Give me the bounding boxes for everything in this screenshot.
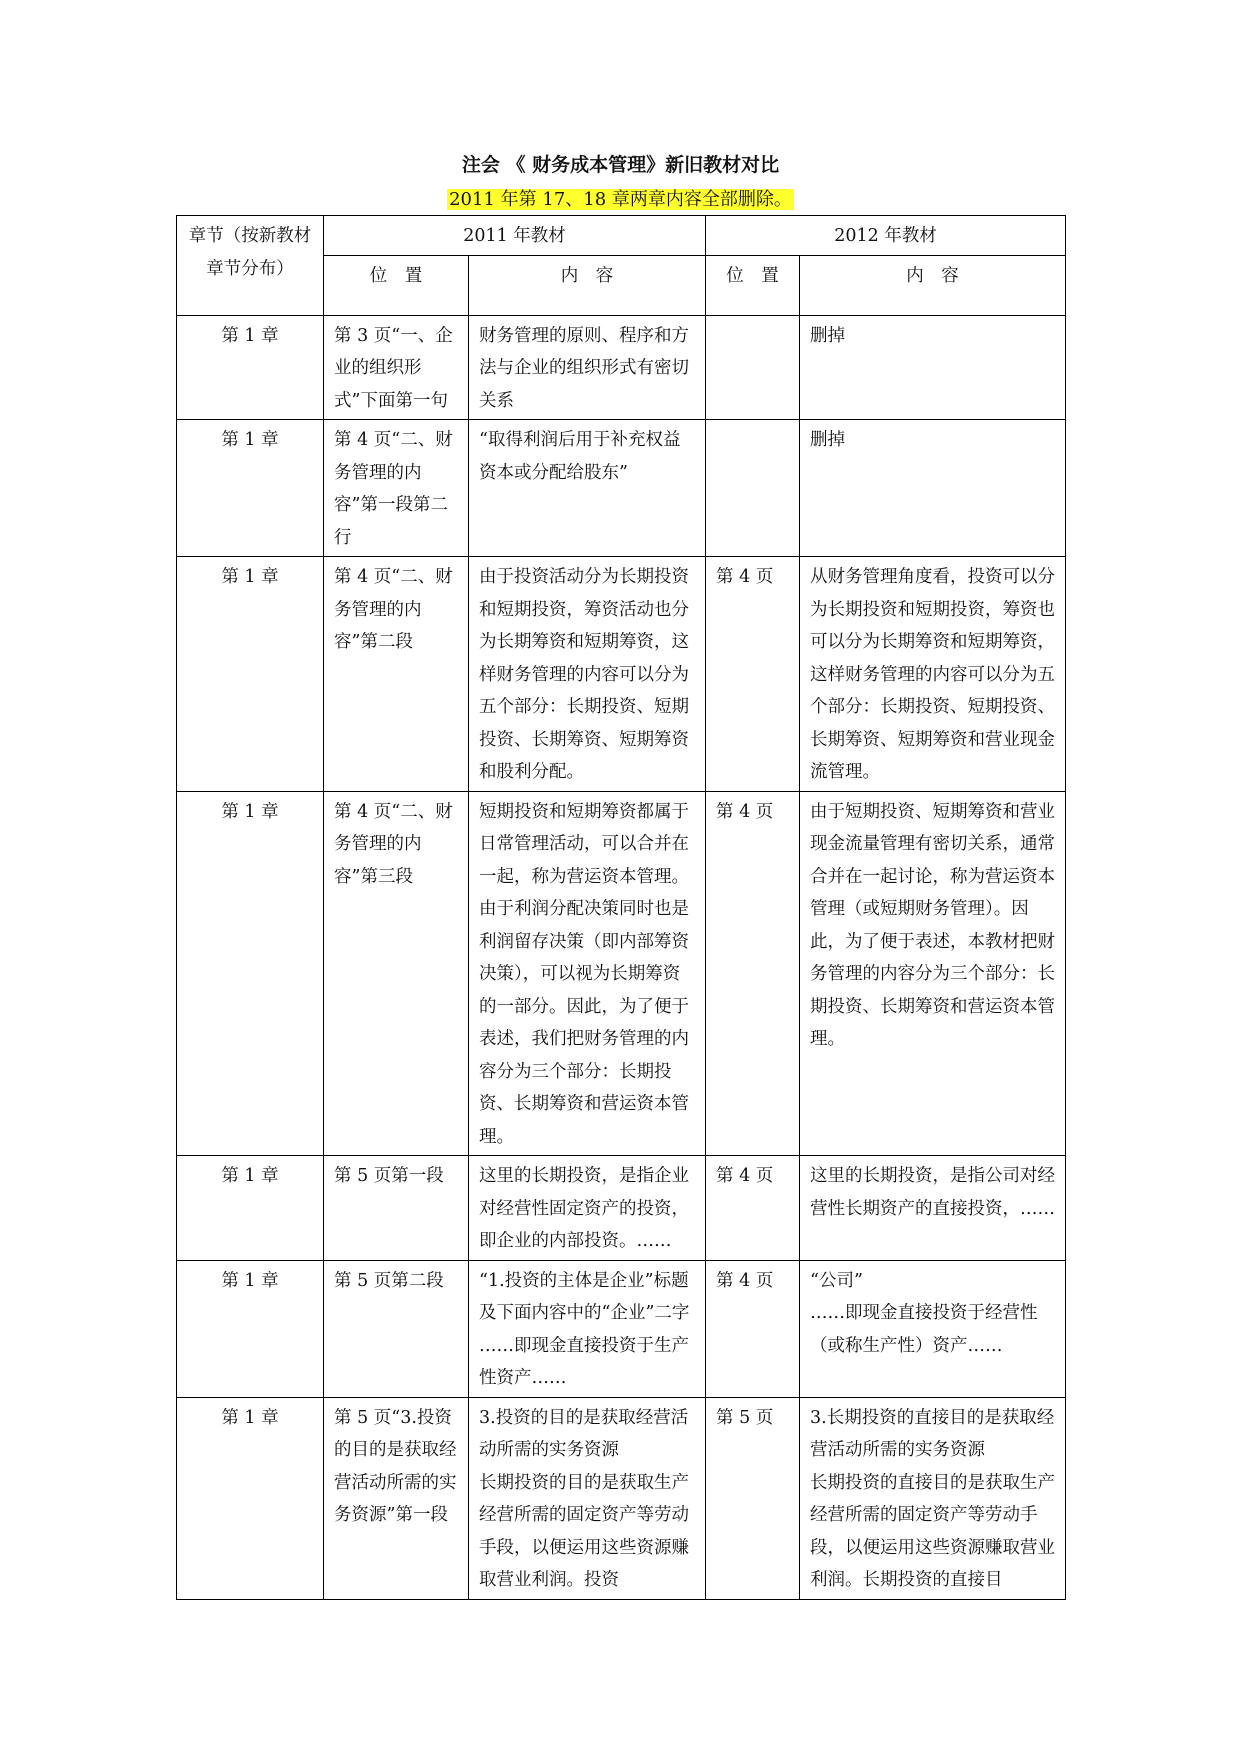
table-body <box>177 315 1066 1599</box>
cell-content-2011: “取得利润后用于补充权益资本或分配给股东” <box>469 420 706 557</box>
cell-content-2012: “公司” ……即现金直接投资于经营性（或称生产性）资产…… <box>800 1260 1066 1397</box>
cell-content-2011: 这里的长期投资，是指企业对经营性固定资产的投资，即企业的内部投资。…… <box>469 1156 706 1261</box>
cell-content-2011: 3.投资的目的是获取经营活动所需的实务资源 长期投资的目的是获取生产经营所需的固定资产等劳动手段，以便运用这些资源赚取营业利润。投资 <box>469 1397 706 1599</box>
cell-content-2012: 删掉 <box>800 315 1066 420</box>
cell-position-2011: 第 5 页第二段 <box>324 1260 469 1397</box>
cell-content-2012: 3.长期投资的直接目的是获取经营活动所需的实务资源 长期投资的直接目的是获取生产经营所需的固定资产等劳动手段，以便运用这些资源赚取营业利润。长期投资的直接目 <box>800 1397 1066 1599</box>
subtitle-highlight: 2011 年第 17、18 章两章内容全部删除。 <box>449 189 792 210</box>
cell-content-2012: 从财务管理角度看，投资可以分为长期投资和短期投资，筹资也可以分为长期筹资和短期筹资，这样财务管理的内容可以分为五个部分：长期投资、短期投资、长期筹资、短期筹资和营业现金流管理。 <box>800 557 1066 792</box>
cell-chapter: 第 1 章 <box>177 791 324 1156</box>
table-row <box>177 315 1066 420</box>
header-content-2011: 内 容 <box>469 255 706 315</box>
header-group-2011: 2011 年教材 <box>324 216 706 256</box>
cell-chapter: 第 1 章 <box>177 420 324 557</box>
cell-chapter: 第 1 章 <box>177 1156 324 1261</box>
comparison-table <box>176 215 1066 1600</box>
cell-content-2011: 财务管理的原则、程序和方法与企业的组织形式有密切关系 <box>469 315 706 420</box>
cell-position-2011: 第 4 页“二、财务管理的内容”第二段 <box>324 557 469 792</box>
cell-position-2011: 第 4 页“二、财务管理的内容”第一段第二行 <box>324 420 469 557</box>
cell-content-2012: 由于短期投资、短期筹资和营业现金流量管理有密切关系，通常合并在一起讨论，称为营运资本管理（或短期财务管理）。因此，为了便于表述，本教材把财务管理的内容分为三个部分：长期投资、长期筹资和营运资本管理。 <box>800 791 1066 1156</box>
cell-chapter: 第 1 章 <box>177 315 324 420</box>
cell-position-2012: 第 4 页 <box>706 557 800 792</box>
table-row <box>177 420 1066 557</box>
table-row <box>177 791 1066 1156</box>
cell-position-2011: 第 4 页“二、财务管理的内容”第三段 <box>324 791 469 1156</box>
cell-content-2012: 这里的长期投资，是指公司对经营性长期资产的直接投资，…… <box>800 1156 1066 1261</box>
table-row <box>177 1260 1066 1397</box>
header-chapter: 章节（按新教材章节分布） <box>177 216 324 316</box>
cell-position-2011: 第 5 页“3.投资的目的是获取经营活动所需的实务资源”第一段 <box>324 1397 469 1599</box>
cell-position-2012 <box>706 420 800 557</box>
cell-position-2011: 第 5 页第一段 <box>324 1156 469 1261</box>
cell-content-2011: 短期投资和短期筹资都属于日常管理活动，可以合并在一起，称为营运资本管理。由于利润分配决策同时也是利润留存决策（即内部筹资决策），可以视为长期筹资的一部分。因此，为了便于表述，我们把财务管理的内容分为三个部分：长期投资、长期筹资和营运资本管理。 <box>469 791 706 1156</box>
cell-position-2012: 第 5 页 <box>706 1397 800 1599</box>
subtitle-line <box>0 187 1241 213</box>
cell-chapter: 第 1 章 <box>177 557 324 792</box>
header-row-groups <box>177 216 1066 256</box>
cell-position-2012: 第 4 页 <box>706 791 800 1156</box>
header-group-2012: 2012 年教材 <box>706 216 1066 256</box>
cell-content-2012: 删掉 <box>800 420 1066 557</box>
cell-position-2012: 第 4 页 <box>706 1260 800 1397</box>
cell-position-2012: 第 4 页 <box>706 1156 800 1261</box>
table-row <box>177 557 1066 792</box>
table-row <box>177 1397 1066 1599</box>
table-row <box>177 1156 1066 1261</box>
header-position-2011: 位 置 <box>324 255 469 315</box>
cell-content-2011: “1.投资的主体是企业”标题及下面内容中的“企业”二字 ……即现金直接投资于生产性资产…… <box>469 1260 706 1397</box>
table-header <box>177 216 1066 316</box>
header-position-2012: 位 置 <box>706 255 800 315</box>
cell-position-2011: 第 3 页“一、企业的组织形式”下面第一句 <box>324 315 469 420</box>
cell-content-2011: 由于投资活动分为长期投资和短期投资，筹资活动也分为长期筹资和短期筹资，这样财务管理的内容可以分为五个部分：长期投资、短期投资、长期筹资、短期筹资和股利分配。 <box>469 557 706 792</box>
page-title: 注会 《 财务成本管理》新旧教材对比 <box>461 154 780 176</box>
cell-chapter: 第 1 章 <box>177 1260 324 1397</box>
cell-chapter: 第 1 章 <box>177 1397 324 1599</box>
cell-position-2012 <box>706 315 800 420</box>
header-content-2012: 内 容 <box>800 255 1066 315</box>
